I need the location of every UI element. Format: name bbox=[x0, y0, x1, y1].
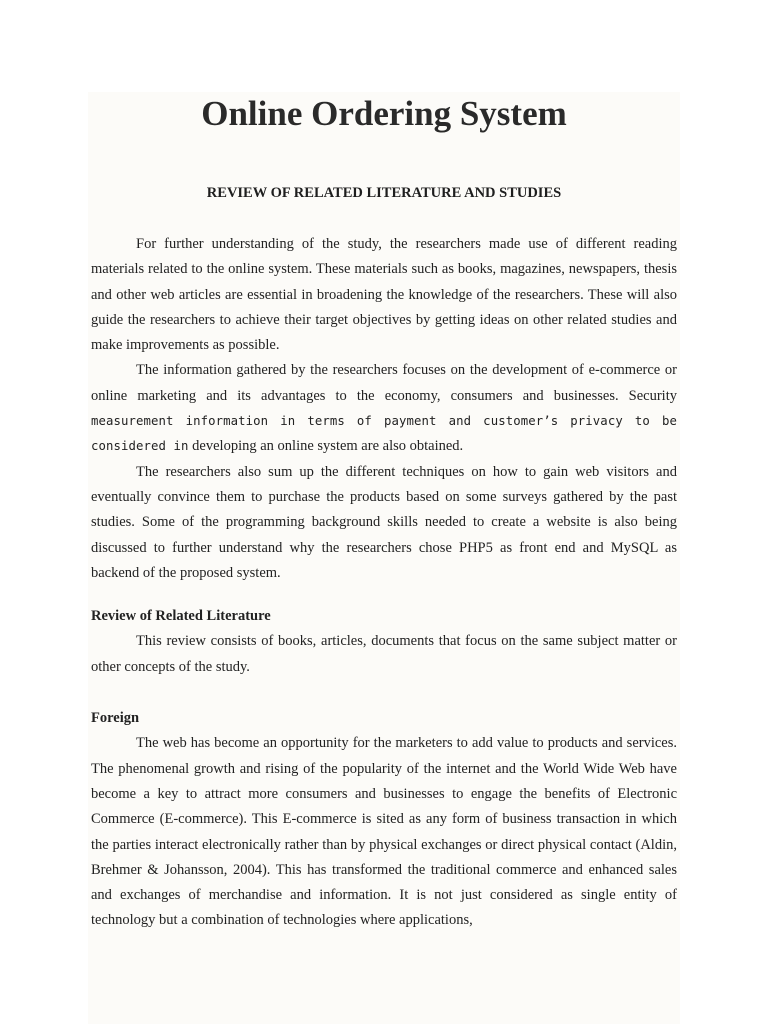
foreign-paragraph: The web has become an opportunity for the marketers to add value to products and services. The phenomenal growth and rising of the popularity of the internet and the World Wide Web have become a key to attract more consumers and businesses to engage the benefits of Electronic Commerce (E-commerce). This E-commerce is sited as any form of business transaction in which the parties interact electronically rather than by physical exchanges or direct physical contact (Aldin, Brehmer & Johansson, 2004). This has transformed the traditional commerce and enhanced sales and exchanges of merchandise and information. It is not just considered as single entity of technology but a combination of technologies where applications, bbox=[91, 735, 677, 929]
intro-paragraph-2-part-c: developing an online system are also obtained. bbox=[192, 438, 464, 455]
heading-foreign: Foreign bbox=[91, 710, 140, 727]
document-title: Online Ordering System bbox=[201, 94, 567, 133]
document-body bbox=[91, 232, 677, 934]
intro-paragraph-2-part-b: measurement information in terms of payment and customer’s privacy to be considered in bbox=[91, 414, 677, 454]
spacer bbox=[91, 586, 677, 604]
intro-paragraph-3: The researchers also sum up the different techniques on how to gain web visitors and eventually convince them to purchase the products based on some surveys gathered by the past studies. Some of the programming background skills needed to create a website is also being discussed to further understand why the researchers chose PHP5 as front end and MySQL as backend of the proposed system. bbox=[91, 463, 677, 581]
intro-paragraph-2 bbox=[91, 358, 677, 459]
heading-review-of-related-literature: Review of Related Literature bbox=[91, 608, 271, 625]
intro-paragraph-2-part-a: The information gathered by the researchers focuses on the development of e-commerce or online marketing and its advantages to the economy, consumers and businesses. Security bbox=[91, 362, 677, 404]
intro-paragraph-1: For further understanding of the study, the researchers made use of different reading materials related to the online system. These materials such as books, magazines, newspapers, thesis and other web articles are essential in broadening the knowledge of the researchers. These will also guide the researchers to achieve their target objectives by getting ideas on other related studies and make improvements as possible. bbox=[91, 236, 677, 354]
section-heading-review: REVIEW OF RELATED LITERATURE AND STUDIES bbox=[206, 185, 562, 201]
literature-paragraph: This review consists of books, articles, documents that focus on the same subject matter or other concepts of the study. bbox=[91, 633, 677, 675]
spacer bbox=[91, 680, 677, 706]
